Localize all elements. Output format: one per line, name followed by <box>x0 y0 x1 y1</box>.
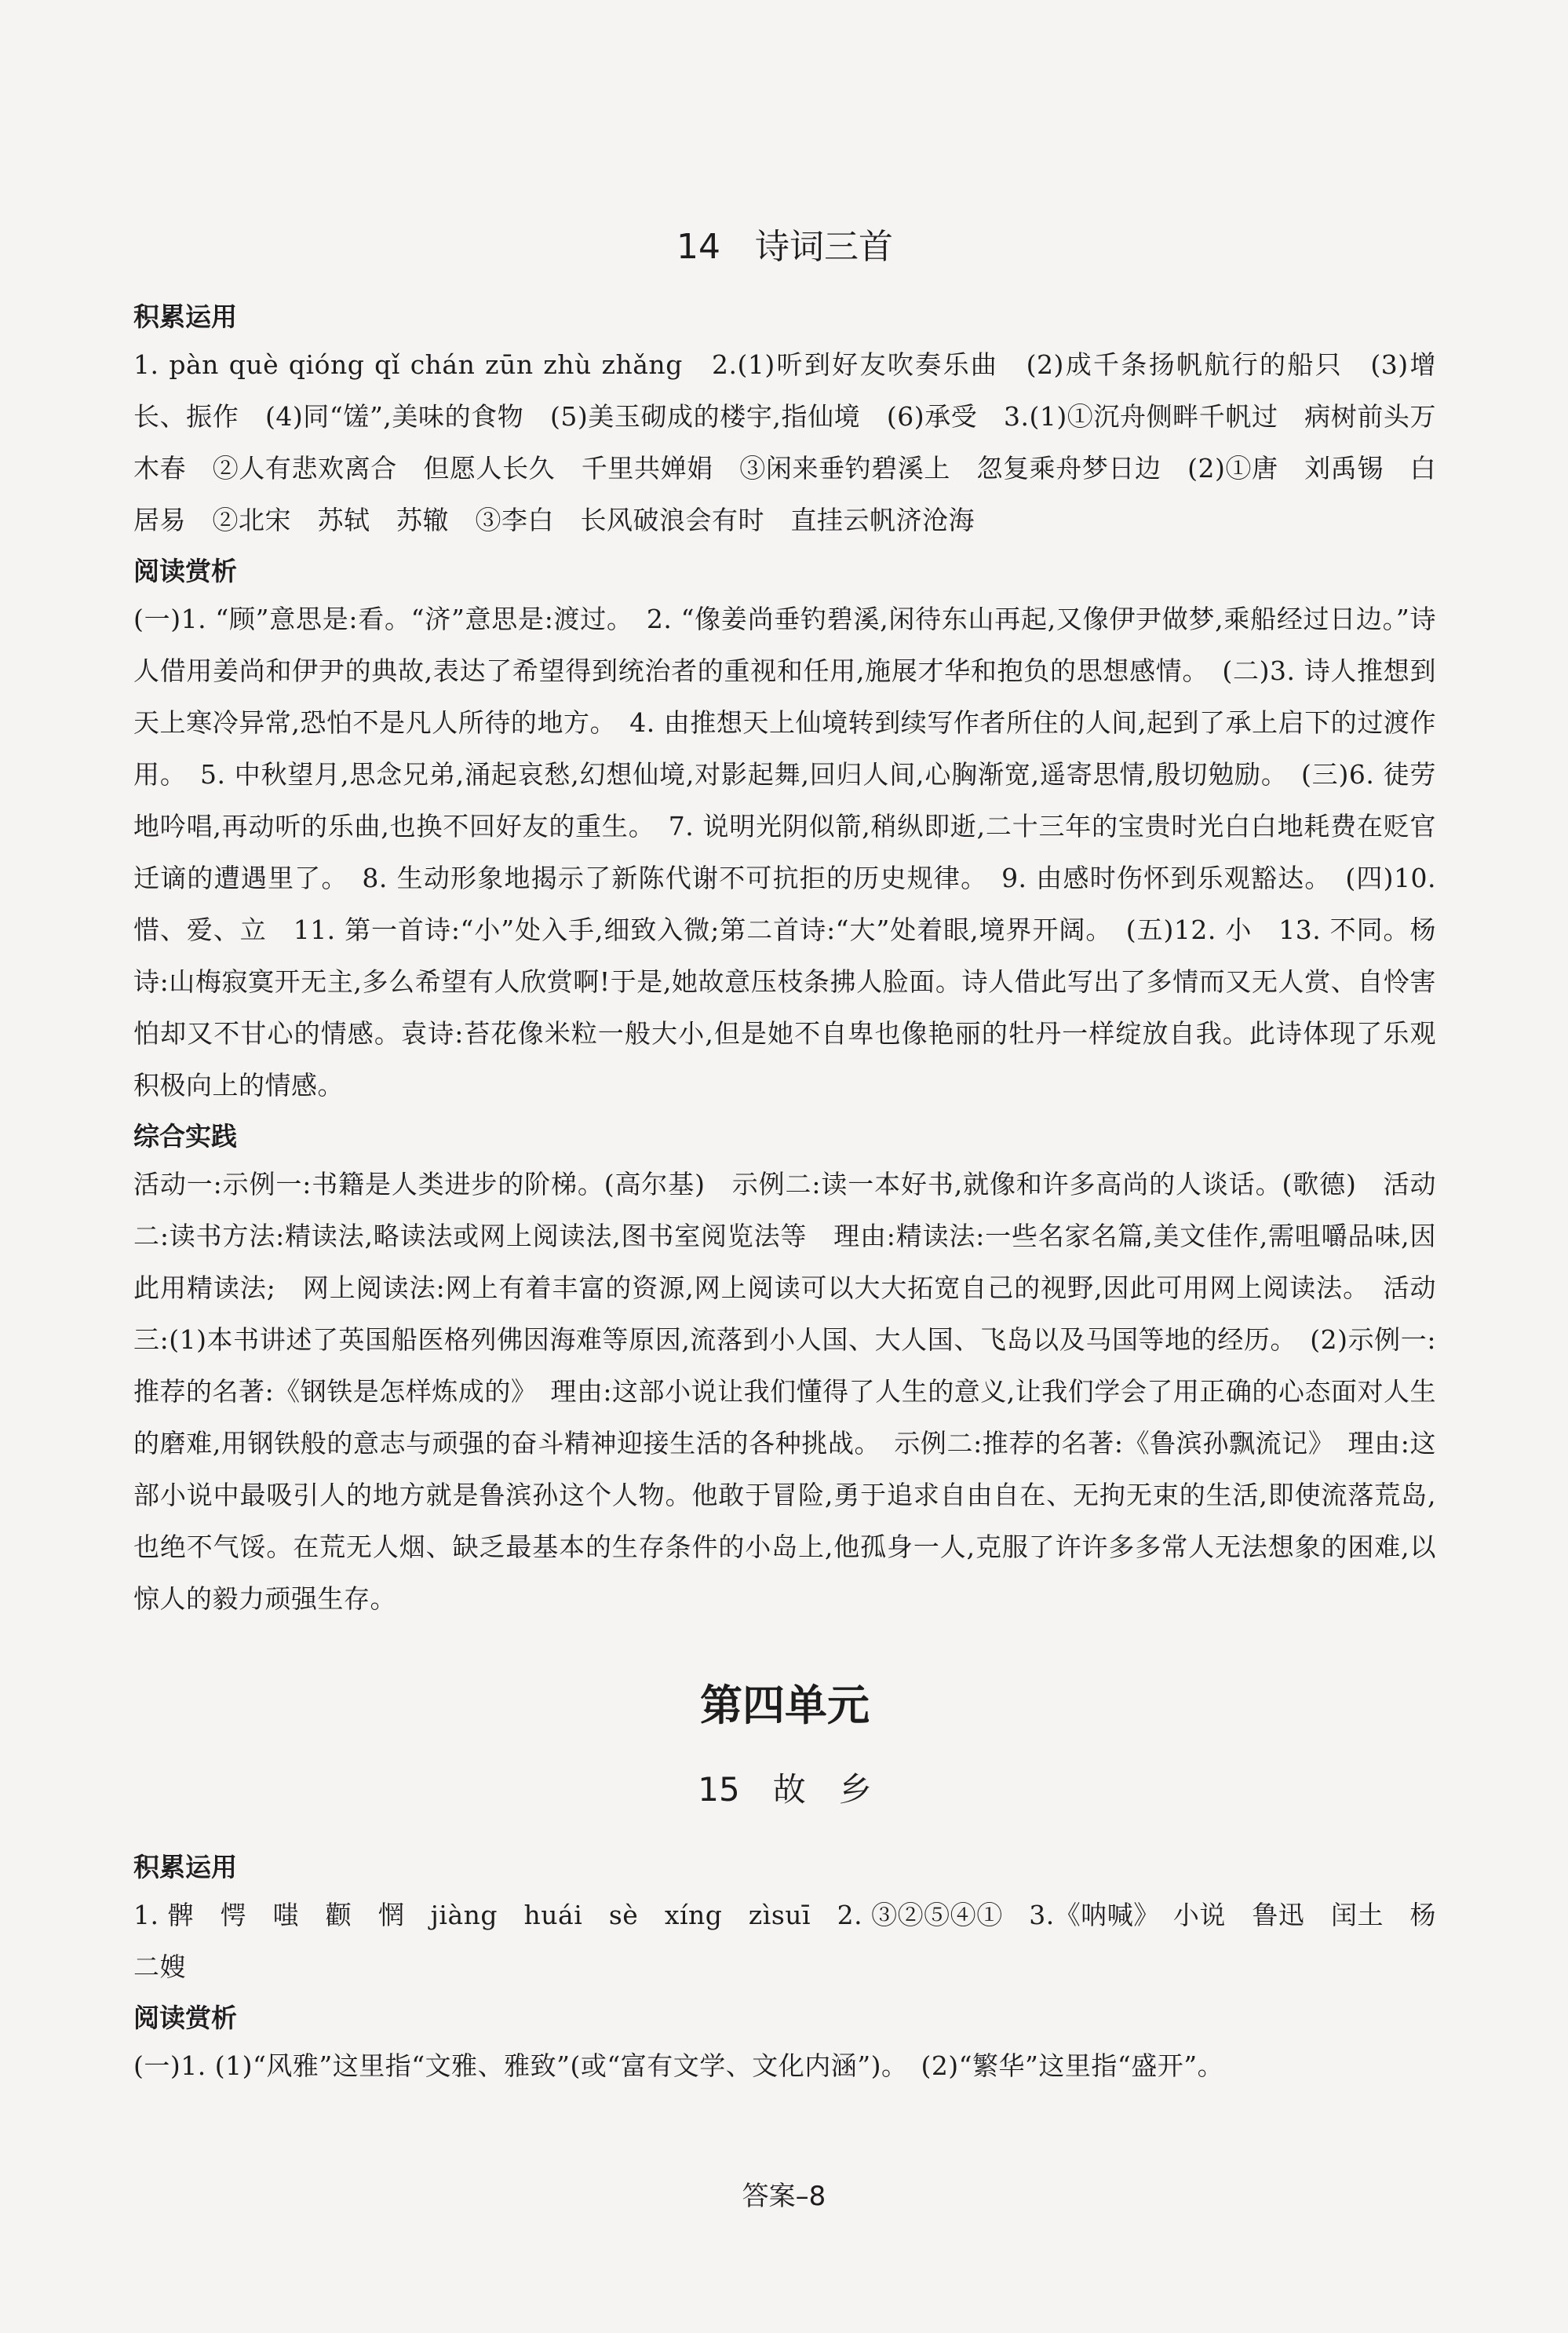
lesson-15-reading-text: (一)1. (1)“风雅”这里指“文雅、雅致”(或“富有文学、文化内涵”)。 (2)“繁华”这里指“盛开”。 <box>133 2050 1224 2081</box>
page-content <box>133 196 1436 2092</box>
page-number: 答案–8 <box>742 2181 826 2212</box>
lesson-14-accumulation-head: 积累运用 <box>133 301 237 332</box>
lesson-15-accumulation-head: 积累运用 <box>133 1852 237 1882</box>
lesson-14-reading-head: 阅读赏析 <box>133 556 237 586</box>
lesson-14-practice-head: 综合实践 <box>133 1121 237 1152</box>
lesson-14-accumulation-text: 1. pàn què qióng qǐ chán zūn zhù zhǎng 2.(1)听到好友吹奏乐曲 (2)成千条扬帆航行的船只 (3)增长、振作 (4)同“馐”,美味的食物 (5)美玉砌成的楼宇,指仙境 (6)承受 3.(1)①沉舟侧畔千帆过 病树前头万木春 ②人有悲欢离合 但愿人长久 千里共婵娟 ③闲来垂钓碧溪上 忽复乘舟梦日边 (2)①唐 刘禹锡 白居易 ②北宋 苏轼 苏辙 ③李白 长风破浪会有时 直挂云帆济沧海 <box>133 349 1436 535</box>
lesson-14-title: 14 诗词三首 <box>676 227 893 267</box>
lesson-15-accumulation-text: 1. 髀 愕 嗤 颧 惘 jiàng huái sè xíng zìsuī 2. ③②⑤④① 3.《呐喊》 小说 鲁迅 闰土 杨二嫂 <box>133 1900 1436 1982</box>
lesson-15-title: 15 故 乡 <box>698 1770 872 1809</box>
lesson-14-reading-text: (一)1. “顾”意思是:看。“济”意思是:渡过。 2. “像姜尚垂钓碧溪,闲待东山再起,又像伊尹做梦,乘船经过日边。”诗人借用姜尚和伊尹的典故,表达了希望得到统治者的重视和任用,施展才华和抱负的思想感情。 (二)3. 诗人推想到天上寒冷异常,恐怕不是凡人所待的地方。 4. 由推想天上仙境转到续写作者所住的人间,起到了承上启下的过渡作用。 5. 中秋望月,思念兄弟,涌起哀愁,幻想仙境,对影起舞,回归人间,心胸渐宽,遥寄思情,殷切勉励。 (三)6. 徒劳地吟唱,再动听的乐曲,也换不回好友的重生。 7. 说明光阴似箭,稍纵即逝,二十三年的宝贵时光白白地耗费在贬官迁谪的遭遇里了。 8. 生动形象地揭示了新陈代谢不可抗拒的历史规律。 9. 由感时伤怀到乐观豁达。 (四)10. 惜、爱、立 11. 第一首诗:“小”处入手,细致入微;第二首诗:“大”处着眼,境界开阔。 (五)12. 小 13. 不同。杨诗:山梅寂寞开无主,多么希望有人欣赏啊!于是,她故意压枝条拂人脸面。诗人借此写出了多情而又无人赏、自怜害怕却又不甘心的情感。袁诗:苔花像米粒一般大小,但是她不自卑也像艳丽的牡丹一样绽放自我。此诗体现了乐观积极向上的情感。 <box>133 604 1436 1101</box>
unit-4-title: 第四单元 <box>700 1681 870 1730</box>
lesson-14-practice-text: 活动一:示例一:书籍是人类进步的阶梯。(高尔基) 示例二:读一本好书,就像和许多高尚的人谈话。(歌德) 活动二:读书方法:精读法,略读法或网上阅读法,图书室阅览法等 理由:精读法:一些名家名篇,美文佳作,需咀嚼品味,因此用精读法; 网上阅读法:网上有着丰富的资源,网上阅读可以大大拓宽自己的视野,因此可用网上阅读法。 活动三:(1)本书讲述了英国船医格列佛因海难等原因,流落到小人国、大人国、飞岛以及马国等地的经历。 (2)示例一:推荐的名著:《钢铁是怎样炼成的》 理由:这部小说让我们懂得了人生的意义,让我们学会了用正确的心态面对人生的磨难,用钢铁般的意志与顽强的奋斗精神迎接生活的各种挑战。 示例二:推荐的名著:《鲁滨孙飘流记》 理由:这部小说中最吸引人的地方就是鲁滨孙这个人物。他敢于冒险,勇于追求自由自在、无拘无束的生活,即使流落荒岛,也绝不气馁。在荒无人烟、缺乏最基本的生存条件的小岛上,他孤身一人,克服了许许多多常人无法想象的困难,以惊人的毅力顽强生存。 <box>133 1169 1436 1614</box>
lesson-15-reading-head: 阅读赏析 <box>133 2003 237 2033</box>
